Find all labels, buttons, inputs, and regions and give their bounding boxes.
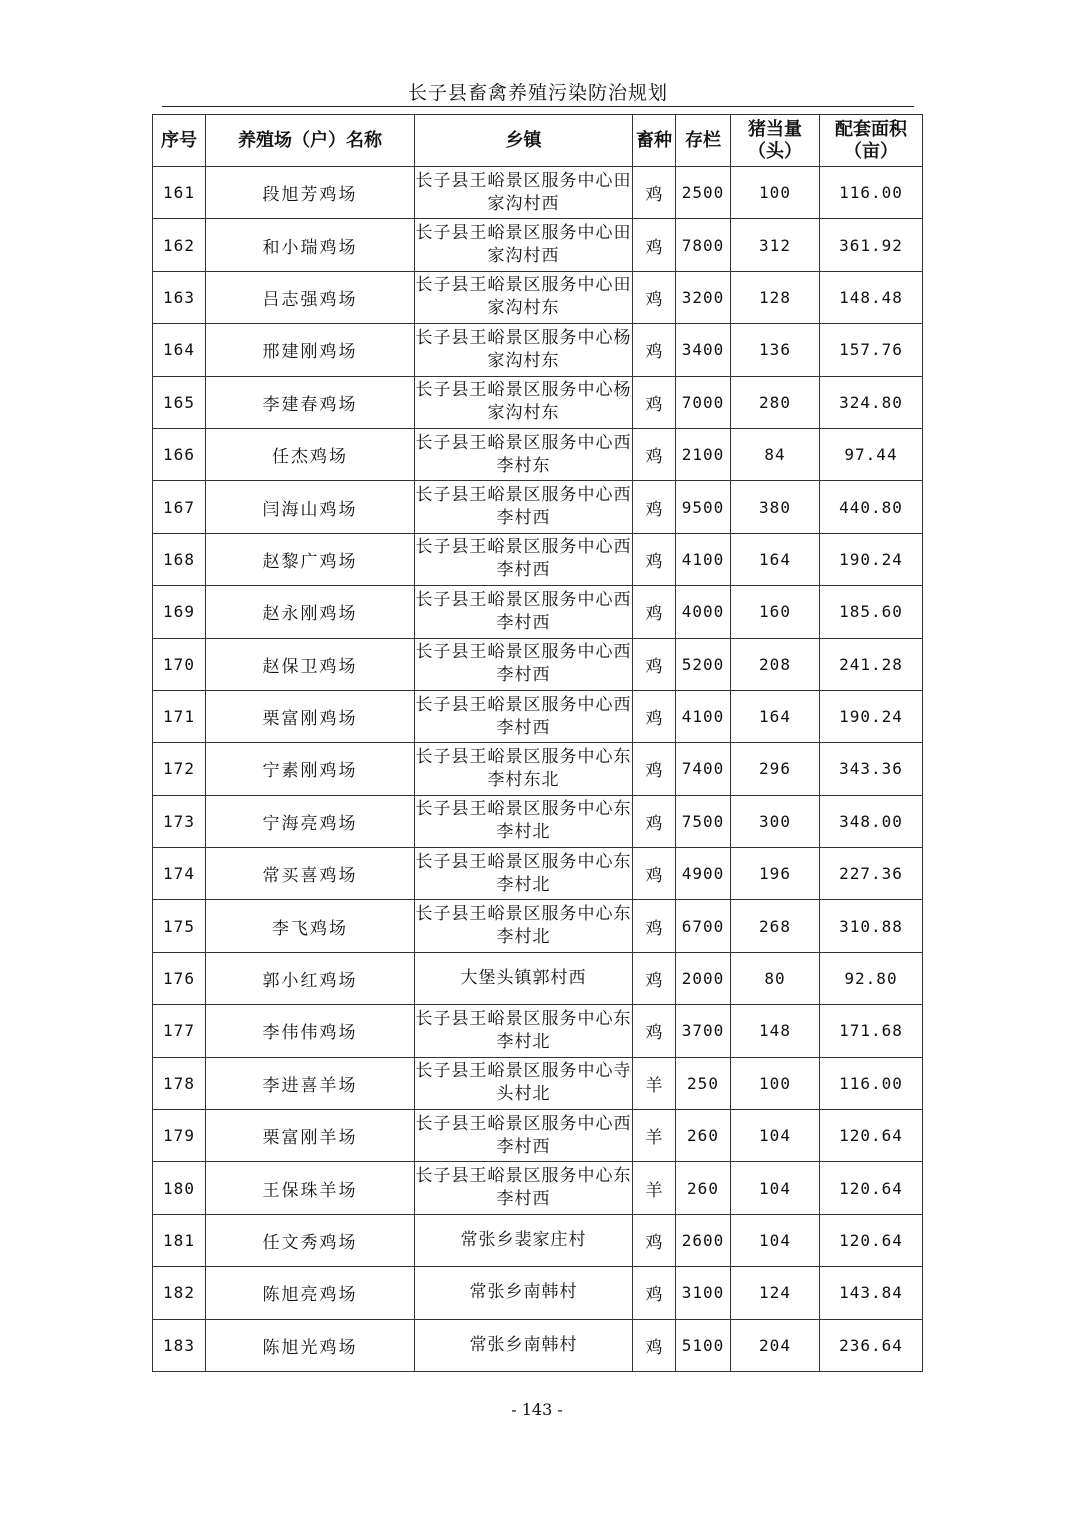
table-row (153, 690, 923, 742)
cell-index: 172 (153, 743, 206, 795)
cell-stock: 3200 (676, 271, 731, 323)
cell-stock: 6700 (676, 900, 731, 952)
cell-pig-equivalent: 196 (731, 848, 820, 900)
cell-pig-equivalent: 380 (731, 481, 820, 533)
cell-stock: 9500 (676, 481, 731, 533)
table-row (153, 952, 923, 1004)
cell-stock: 7800 (676, 219, 731, 271)
cell-species: 鸡 (633, 743, 676, 795)
cell-index: 177 (153, 1005, 206, 1057)
cell-species: 鸡 (633, 848, 676, 900)
cell-pig-equivalent: 148 (731, 1005, 820, 1057)
cell-town: 长子县王峪景区服务中心东李村北 (415, 900, 633, 952)
cell-species: 鸡 (633, 586, 676, 638)
cell-index: 164 (153, 324, 206, 376)
cell-area: 310.88 (820, 900, 923, 952)
cell-pig-equivalent: 80 (731, 952, 820, 1004)
cell-area: 92.80 (820, 952, 923, 1004)
cell-species: 鸡 (633, 376, 676, 428)
table-row (153, 376, 923, 428)
header-rule (162, 106, 914, 107)
cell-town: 长子县王峪景区服务中心西李村东 (415, 428, 633, 480)
cell-farm-name: 和小瑞鸡场 (206, 219, 415, 271)
cell-index: 175 (153, 900, 206, 952)
cell-farm-name: 任杰鸡场 (206, 428, 415, 480)
table-row (153, 481, 923, 533)
table-row (153, 1005, 923, 1057)
table-row (153, 795, 923, 847)
cell-farm-name: 任文秀鸡场 (206, 1214, 415, 1266)
cell-pig-equivalent: 300 (731, 795, 820, 847)
cell-index: 169 (153, 586, 206, 638)
cell-index: 178 (153, 1057, 206, 1109)
cell-town: 长子县王峪景区服务中心东李村东北 (415, 743, 633, 795)
cell-farm-name: 吕志强鸡场 (206, 271, 415, 323)
cell-species: 鸡 (633, 167, 676, 219)
table-row (153, 167, 923, 219)
cell-pig-equivalent: 312 (731, 219, 820, 271)
col-header-farm-name: 养殖场（户）名称 (206, 115, 415, 167)
cell-species: 鸡 (633, 1214, 676, 1266)
cell-farm-name: 李伟伟鸡场 (206, 1005, 415, 1057)
table-row (153, 219, 923, 271)
cell-farm-name: 赵黎广鸡场 (206, 533, 415, 585)
cell-area: 236.64 (820, 1319, 923, 1371)
cell-index: 162 (153, 219, 206, 271)
cell-pig-equivalent: 136 (731, 324, 820, 376)
cell-town: 长子县王峪景区服务中心东李村西 (415, 1162, 633, 1214)
cell-farm-name: 宁海亮鸡场 (206, 795, 415, 847)
cell-area: 440.80 (820, 481, 923, 533)
cell-stock: 4900 (676, 848, 731, 900)
cell-index: 171 (153, 690, 206, 742)
cell-area: 116.00 (820, 1057, 923, 1109)
cell-area: 116.00 (820, 167, 923, 219)
cell-index: 168 (153, 533, 206, 585)
cell-town: 长子县王峪景区服务中心东李村北 (415, 795, 633, 847)
cell-pig-equivalent: 164 (731, 690, 820, 742)
table-body (153, 167, 923, 1372)
cell-town: 长子县王峪景区服务中心西李村西 (415, 481, 633, 533)
cell-town: 长子县王峪景区服务中心西李村西 (415, 1110, 633, 1162)
cell-stock: 7400 (676, 743, 731, 795)
cell-farm-name: 赵保卫鸡场 (206, 638, 415, 690)
col-header-index: 序号 (153, 115, 206, 167)
farm-table (152, 114, 923, 1372)
cell-stock: 3100 (676, 1267, 731, 1319)
cell-index: 179 (153, 1110, 206, 1162)
cell-pig-equivalent: 268 (731, 900, 820, 952)
cell-pig-equivalent: 104 (731, 1214, 820, 1266)
cell-farm-name: 陈旭光鸡场 (206, 1319, 415, 1371)
cell-species: 鸡 (633, 1267, 676, 1319)
cell-area: 348.00 (820, 795, 923, 847)
cell-area: 324.80 (820, 376, 923, 428)
table-header-row (153, 115, 923, 167)
cell-species: 鸡 (633, 271, 676, 323)
col-header-town: 乡镇 (415, 115, 633, 167)
cell-pig-equivalent: 104 (731, 1110, 820, 1162)
cell-area: 190.24 (820, 690, 923, 742)
cell-town: 长子县王峪景区服务中心西李村西 (415, 638, 633, 690)
cell-index: 176 (153, 952, 206, 1004)
cell-town: 长子县王峪景区服务中心西李村西 (415, 690, 633, 742)
cell-index: 166 (153, 428, 206, 480)
cell-stock: 260 (676, 1110, 731, 1162)
cell-farm-name: 郭小红鸡场 (206, 952, 415, 1004)
cell-farm-name: 常买喜鸡场 (206, 848, 415, 900)
cell-town: 长子县王峪景区服务中心西李村西 (415, 533, 633, 585)
table-row (153, 1214, 923, 1266)
table-row (153, 743, 923, 795)
cell-pig-equivalent: 84 (731, 428, 820, 480)
cell-stock: 250 (676, 1057, 731, 1109)
cell-index: 161 (153, 167, 206, 219)
cell-pig-equivalent: 160 (731, 586, 820, 638)
cell-pig-equivalent: 296 (731, 743, 820, 795)
cell-town: 长子县王峪景区服务中心寺头村北 (415, 1057, 633, 1109)
cell-farm-name: 李建春鸡场 (206, 376, 415, 428)
cell-species: 鸡 (633, 1005, 676, 1057)
cell-index: 182 (153, 1267, 206, 1319)
cell-index: 173 (153, 795, 206, 847)
cell-stock: 7000 (676, 376, 731, 428)
cell-pig-equivalent: 124 (731, 1267, 820, 1319)
table-row (153, 848, 923, 900)
cell-index: 174 (153, 848, 206, 900)
cell-species: 鸡 (633, 324, 676, 376)
cell-farm-name: 闫海山鸡场 (206, 481, 415, 533)
cell-stock: 5100 (676, 1319, 731, 1371)
cell-town: 长子县王峪景区服务中心杨家沟村东 (415, 324, 633, 376)
cell-pig-equivalent: 128 (731, 271, 820, 323)
cell-area: 185.60 (820, 586, 923, 638)
cell-stock: 4000 (676, 586, 731, 638)
page-number: - 143 - (511, 1400, 563, 1419)
cell-species: 鸡 (633, 638, 676, 690)
cell-area: 143.84 (820, 1267, 923, 1319)
cell-area: 157.76 (820, 324, 923, 376)
cell-farm-name: 段旭芳鸡场 (206, 167, 415, 219)
cell-index: 163 (153, 271, 206, 323)
cell-pig-equivalent: 208 (731, 638, 820, 690)
cell-index: 165 (153, 376, 206, 428)
cell-area: 120.64 (820, 1214, 923, 1266)
cell-pig-equivalent: 164 (731, 533, 820, 585)
cell-species: 鸡 (633, 690, 676, 742)
table-row (153, 428, 923, 480)
table-row (153, 1319, 923, 1371)
cell-index: 170 (153, 638, 206, 690)
cell-town: 常张乡南韩村 (415, 1267, 633, 1319)
page-header-title: 长子县畜禽养殖污染防治规划 (407, 82, 668, 104)
col-header-pig-equivalent: 猪当量（头） (731, 115, 820, 167)
cell-farm-name: 李飞鸡场 (206, 900, 415, 952)
cell-species: 鸡 (633, 219, 676, 271)
cell-town: 常张乡南韩村 (415, 1319, 633, 1371)
cell-stock: 260 (676, 1162, 731, 1214)
cell-index: 180 (153, 1162, 206, 1214)
table-row (153, 1162, 923, 1214)
cell-town: 长子县王峪景区服务中心东李村北 (415, 848, 633, 900)
cell-town: 长子县王峪景区服务中心西李村西 (415, 586, 633, 638)
cell-town: 常张乡裴家庄村 (415, 1214, 633, 1266)
table-row (153, 638, 923, 690)
cell-farm-name: 栗富刚鸡场 (206, 690, 415, 742)
table-row (153, 586, 923, 638)
table-row (153, 1267, 923, 1319)
cell-stock: 7500 (676, 795, 731, 847)
cell-pig-equivalent: 100 (731, 167, 820, 219)
cell-town: 长子县王峪景区服务中心杨家沟村东 (415, 376, 633, 428)
cell-species: 鸡 (633, 428, 676, 480)
cell-species: 鸡 (633, 795, 676, 847)
table-row (153, 1057, 923, 1109)
cell-index: 183 (153, 1319, 206, 1371)
cell-species: 鸡 (633, 1319, 676, 1371)
col-header-stock: 存栏 (676, 115, 731, 167)
cell-area: 148.48 (820, 271, 923, 323)
cell-species: 鸡 (633, 481, 676, 533)
table-row (153, 1110, 923, 1162)
cell-pig-equivalent: 104 (731, 1162, 820, 1214)
cell-farm-name: 李进喜羊场 (206, 1057, 415, 1109)
cell-stock: 2500 (676, 167, 731, 219)
cell-stock: 4100 (676, 690, 731, 742)
cell-area: 120.64 (820, 1162, 923, 1214)
cell-farm-name: 陈旭亮鸡场 (206, 1267, 415, 1319)
cell-farm-name: 王保珠羊场 (206, 1162, 415, 1214)
cell-stock: 4100 (676, 533, 731, 585)
cell-pig-equivalent: 280 (731, 376, 820, 428)
cell-area: 361.92 (820, 219, 923, 271)
cell-species: 羊 (633, 1057, 676, 1109)
cell-farm-name: 宁素刚鸡场 (206, 743, 415, 795)
cell-area: 227.36 (820, 848, 923, 900)
cell-index: 167 (153, 481, 206, 533)
cell-stock: 5200 (676, 638, 731, 690)
cell-stock: 2100 (676, 428, 731, 480)
cell-town: 长子县王峪景区服务中心田家沟村西 (415, 219, 633, 271)
cell-stock: 3400 (676, 324, 731, 376)
col-header-area: 配套面积（亩） (820, 115, 923, 167)
table-row (153, 533, 923, 585)
cell-town: 大堡头镇郭村西 (415, 952, 633, 1004)
cell-farm-name: 栗富刚羊场 (206, 1110, 415, 1162)
cell-area: 171.68 (820, 1005, 923, 1057)
cell-area: 97.44 (820, 428, 923, 480)
cell-stock: 2600 (676, 1214, 731, 1266)
cell-species: 鸡 (633, 952, 676, 1004)
cell-pig-equivalent: 100 (731, 1057, 820, 1109)
cell-area: 120.64 (820, 1110, 923, 1162)
cell-stock: 3700 (676, 1005, 731, 1057)
cell-area: 190.24 (820, 533, 923, 585)
table-row (153, 271, 923, 323)
cell-area: 241.28 (820, 638, 923, 690)
cell-town: 长子县王峪景区服务中心田家沟村东 (415, 271, 633, 323)
cell-index: 181 (153, 1214, 206, 1266)
cell-town: 长子县王峪景区服务中心东李村北 (415, 1005, 633, 1057)
cell-farm-name: 赵永刚鸡场 (206, 586, 415, 638)
cell-species: 鸡 (633, 900, 676, 952)
cell-species: 羊 (633, 1110, 676, 1162)
cell-species: 羊 (633, 1162, 676, 1214)
cell-farm-name: 邢建刚鸡场 (206, 324, 415, 376)
table-row (153, 324, 923, 376)
cell-stock: 2000 (676, 952, 731, 1004)
cell-pig-equivalent: 204 (731, 1319, 820, 1371)
cell-town: 长子县王峪景区服务中心田家沟村西 (415, 167, 633, 219)
table-row (153, 900, 923, 952)
cell-species: 鸡 (633, 533, 676, 585)
col-header-species: 畜种 (633, 115, 676, 167)
cell-area: 343.36 (820, 743, 923, 795)
